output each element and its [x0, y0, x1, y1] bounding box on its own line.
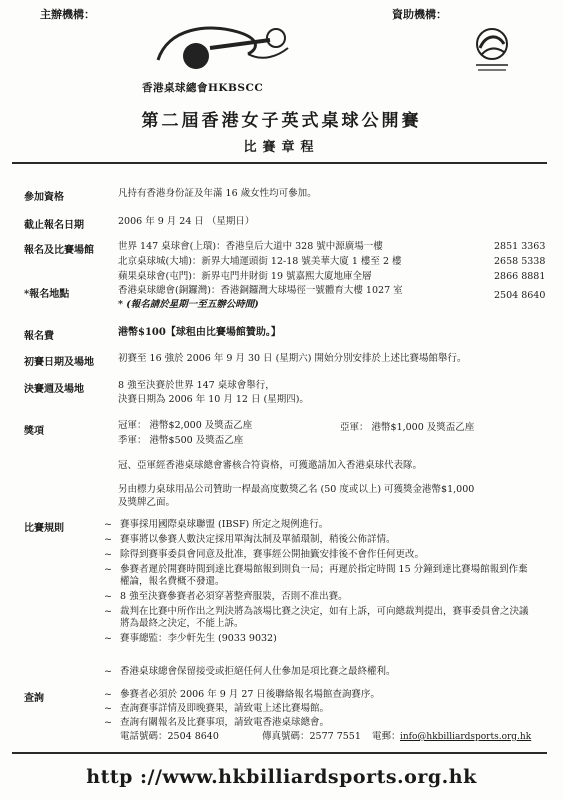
- venue-2: 北京桌球城(大埔)：新界大埔運頭街 12-18 號美華大廈 1 樓至 2 樓: [118, 256, 402, 267]
- organizer-label: 主辦機構：: [40, 8, 95, 21]
- divider: [12, 162, 547, 164]
- prize-champion: 冠軍： 港幣$2,000 及獎盃乙座: [118, 420, 253, 431]
- enquiry-fax: 傳真號碼：2577 7551: [262, 731, 361, 742]
- prize-third: 季軍： 港幣$500 及獎盃乙座: [118, 435, 244, 446]
- prize-note-2a: 另由標力桌球用品公司贊助一桿最高度數獎乙名 (50 度或以上) 可獲獎金港幣$1,000: [118, 484, 475, 495]
- sponsor-label: 資助機構：: [392, 8, 447, 21]
- prelim-label: 初賽日期及場地: [24, 357, 94, 368]
- venue-1-phone: 2851 3363: [494, 241, 546, 252]
- page-title: 第二屆香港女子英式桌球公開賽: [141, 111, 422, 131]
- website-url[interactable]: http ://www.hkbilliardsports.org.hk: [86, 766, 477, 788]
- org-name: 香港桌球總會HKBSCC: [142, 82, 264, 94]
- hkbscc-logo: [148, 18, 298, 80]
- fee-label: 報名費: [24, 331, 54, 342]
- prize-note-1: 冠、亞軍經香港桌球總會審核合符資格，可獲邀請加入香港桌球代表隊。: [118, 460, 423, 471]
- final-line-1: 8 強至決賽於世界 147 桌球會舉行，: [118, 380, 275, 391]
- rule-item: ~ 除得到賽事委員會同意及批准，賽事經公開抽籤安排後不會作任何更改。: [104, 549, 534, 561]
- enquiry-email-link[interactable]: info@hkbilliardsports.org.hk: [400, 732, 532, 742]
- rule-item: ~ 賽事總監：李少軒先生 (9033 9032): [104, 633, 534, 645]
- final-line-2: 決賽日期為 2006 年 10 月 12 日 (星期四)。: [118, 394, 309, 405]
- venue-3: 蘋果桌球會(屯門)：新界屯門井財街 19 號嘉熙大廈地庫全層: [118, 271, 372, 282]
- page-subtitle: 比賽章程: [243, 140, 320, 155]
- enquiry-tilde: ~: [104, 717, 112, 728]
- prize-runner-up: 亞軍： 港幣$1,000 及獎盃乙座: [340, 422, 475, 433]
- prizes-label: 獎項: [24, 426, 44, 437]
- rules-list: [104, 519, 534, 645]
- rule-item: ~ 賽事將以參賽人數決定採用單淘汰制及單循環制，稍後公佈詳情。: [104, 534, 534, 546]
- eligibility-value: 凡持有香港身份証及年滿 16 歲女性均可參加。: [118, 188, 317, 199]
- reg-venue-label: *報名地點: [24, 289, 70, 300]
- enquiry-item: 參賽者必須於 2006 年 9 月 27 日後聯絡報名場館查詢賽序。: [120, 689, 380, 700]
- eligibility-label: 參加資格: [24, 192, 64, 203]
- reg-venue-phone: 2504 8640: [494, 290, 546, 301]
- rule-item: ~ 參賽者遲於開賽時間到達比賽場館報到則負一局；再遲於指定時間 15 分鐘到達比賽場館報到作棄權論，報名費概不發還。: [104, 564, 534, 588]
- venue-1: 世界 147 桌球會(上環)：香港皇后大道中 328 號中源廣場一樓: [118, 241, 383, 252]
- final-label: 決賽週及場地: [24, 384, 84, 395]
- rules-final-note: 香港桌球總會保留接受或拒絕任何人仕參加是項比賽之最終權利。: [120, 666, 396, 677]
- enquiry-tilde: ~: [104, 689, 112, 700]
- venues-label: 報名及比賽場館: [24, 245, 94, 256]
- enquiry-item: 查詢有關報名及比賽事項，請致電香港桌球總會。: [120, 717, 330, 728]
- fee-value: 港幣$100【球租由比賽場館贊助。】: [118, 327, 281, 338]
- enquiry-item: 查詢賽事詳情及即晚賽果，請致電上述比賽場館。: [120, 703, 330, 714]
- reg-venue-note: * (報名請於星期一至五辦公時間): [118, 299, 259, 310]
- deadline-value: 2006 年 9 月 24 日 （星期日）: [118, 216, 255, 227]
- rule-item: ~ 賽事採用國際桌球聯盟 (IBSF) 所定之規例進行。: [104, 519, 534, 531]
- rule-item: ~ 裁判在比賽中所作出之判決將為該場比賽之決定，如有上訴，可向總裁判提出，賽事委員會之決議將為最終之決定，不能上訴。: [104, 606, 534, 630]
- enquiry-email-label: 電郵：: [372, 731, 401, 742]
- sports-commission-logo: [470, 24, 514, 76]
- enquiry-label: 查詢: [24, 693, 44, 704]
- prelim-value: 初賽至 16 強於 2006 年 9 月 30 日 (星期六) 開始分別安排於上述比賽場館舉行。: [118, 353, 467, 364]
- rules-final-note-tilde: ~: [104, 666, 112, 677]
- rules-label: 比賽規則: [24, 523, 64, 534]
- divider: [12, 752, 547, 754]
- prize-note-2b: 及獎牌乙面。: [118, 497, 176, 508]
- venue-2-phone: 2658 5338: [494, 256, 546, 267]
- rule-item: ~ 8 強至決賽參賽者必須穿著整齊服裝，否則不准出賽。: [104, 591, 534, 603]
- enquiry-tel: 電話號碼：2504 8640: [120, 731, 219, 742]
- venue-3-phone: 2866 8881: [494, 271, 546, 282]
- deadline-label: 截止報名日期: [24, 220, 84, 231]
- enquiry-tilde: ~: [104, 703, 112, 714]
- reg-venue-address: 香港桌球總會(銅鑼灣)：香港銅鑼灣大球場徑一號體育大樓 1027 室: [118, 285, 403, 296]
